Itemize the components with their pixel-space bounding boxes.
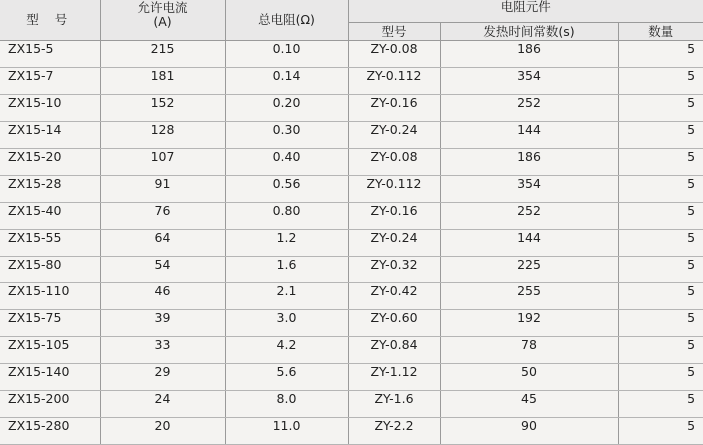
cell-allowed-current: 33 [100,337,225,364]
cell-allowed-current: 64 [100,229,225,256]
cell-total-resistance: 0.30 [225,121,348,148]
cell-total-resistance: 0.14 [225,67,348,94]
table-row [0,175,703,202]
cell-model: ZX15-20 [0,148,100,175]
table-row [0,41,703,68]
cell-model: ZX15-5 [0,41,100,68]
cell-total-resistance: 2.1 [225,283,348,310]
cell-total-resistance: 1.2 [225,229,348,256]
cell-heat-time-constant: 252 [440,202,618,229]
cell-element-model: ZY-0.08 [348,148,440,175]
cell-element-model: ZY-0.08 [348,41,440,68]
cell-quantity: 5 [618,175,703,202]
cell-allowed-current: 76 [100,202,225,229]
cell-allowed-current: 24 [100,391,225,418]
cell-model: ZX15-140 [0,364,100,391]
cell-total-resistance: 4.2 [225,337,348,364]
cell-heat-time-constant: 252 [440,94,618,121]
cell-allowed-current: 46 [100,283,225,310]
cell-heat-time-constant: 255 [440,283,618,310]
cell-element-model: ZY-0.112 [348,175,440,202]
table-row [0,67,703,94]
cell-quantity: 5 [618,310,703,337]
cell-quantity: 5 [618,41,703,68]
cell-quantity: 5 [618,283,703,310]
header-heat-time-constant: 发热时间常数(s) [440,23,618,41]
cell-heat-time-constant: 45 [440,391,618,418]
header-model: 型 号 [0,0,100,41]
header-total-resistance: 总电阻(Ω) [225,0,348,41]
cell-allowed-current: 215 [100,41,225,68]
cell-quantity: 5 [618,391,703,418]
cell-quantity: 5 [618,337,703,364]
header-allowed-current-unit: (A) [153,14,172,29]
header-element-model: 型号 [348,23,440,41]
cell-element-model: ZY-0.42 [348,283,440,310]
cell-heat-time-constant: 144 [440,229,618,256]
cell-heat-time-constant: 144 [440,121,618,148]
cell-total-resistance: 0.56 [225,175,348,202]
cell-model: ZX15-40 [0,202,100,229]
cell-allowed-current: 152 [100,94,225,121]
cell-quantity: 5 [618,67,703,94]
cell-model: ZX15-80 [0,256,100,283]
cell-quantity: 5 [618,364,703,391]
header-allowed-current-title: 允许电流 [137,0,188,15]
table-row [0,202,703,229]
cell-quantity: 5 [618,121,703,148]
cell-model: ZX15-14 [0,121,100,148]
cell-element-model: ZY-0.16 [348,94,440,121]
cell-total-resistance: 1.6 [225,256,348,283]
cell-allowed-current: 181 [100,67,225,94]
cell-allowed-current: 107 [100,148,225,175]
cell-element-model: ZY-0.112 [348,67,440,94]
table-row [0,229,703,256]
table-row [0,391,703,418]
cell-quantity: 5 [618,229,703,256]
cell-quantity: 5 [618,202,703,229]
cell-total-resistance: 8.0 [225,391,348,418]
cell-element-model: ZY-1.12 [348,364,440,391]
cell-model: ZX15-280 [0,418,100,445]
cell-allowed-current: 128 [100,121,225,148]
table-row [0,283,703,310]
cell-model: ZX15-55 [0,229,100,256]
cell-quantity: 5 [618,148,703,175]
cell-model: ZX15-28 [0,175,100,202]
cell-heat-time-constant: 90 [440,418,618,445]
cell-total-resistance: 0.80 [225,202,348,229]
cell-total-resistance: 3.0 [225,310,348,337]
header-allowed-current [100,0,225,41]
cell-element-model: ZY-0.16 [348,202,440,229]
cell-quantity: 5 [618,256,703,283]
cell-model: ZX15-200 [0,391,100,418]
cell-heat-time-constant: 354 [440,67,618,94]
cell-model: ZX15-10 [0,94,100,121]
cell-model: ZX15-105 [0,337,100,364]
table-row [0,364,703,391]
table-row [0,94,703,121]
header-resistor-element-group: 电阻元件 [348,0,703,23]
cell-model: ZX15-75 [0,310,100,337]
cell-heat-time-constant: 186 [440,148,618,175]
cell-heat-time-constant: 192 [440,310,618,337]
table-row [0,148,703,175]
cell-total-resistance: 0.20 [225,94,348,121]
cell-quantity: 5 [618,94,703,121]
table-row [0,418,703,445]
cell-total-resistance: 5.6 [225,364,348,391]
table-row [0,121,703,148]
table-row [0,256,703,283]
cell-element-model: ZY-0.24 [348,229,440,256]
cell-heat-time-constant: 186 [440,41,618,68]
cell-element-model: ZY-0.60 [348,310,440,337]
cell-heat-time-constant: 225 [440,256,618,283]
cell-allowed-current: 20 [100,418,225,445]
table-header [0,0,703,41]
cell-allowed-current: 39 [100,310,225,337]
cell-model: ZX15-7 [0,67,100,94]
cell-total-resistance: 0.40 [225,148,348,175]
cell-allowed-current: 54 [100,256,225,283]
cell-element-model: ZY-0.24 [348,121,440,148]
table-row [0,310,703,337]
cell-heat-time-constant: 354 [440,175,618,202]
cell-element-model: ZY-0.32 [348,256,440,283]
cell-element-model: ZY-2.2 [348,418,440,445]
cell-quantity: 5 [618,418,703,445]
cell-element-model: ZY-1.6 [348,391,440,418]
cell-total-resistance: 0.10 [225,41,348,68]
cell-heat-time-constant: 78 [440,337,618,364]
cell-heat-time-constant: 50 [440,364,618,391]
cell-allowed-current: 29 [100,364,225,391]
cell-model: ZX15-110 [0,283,100,310]
cell-element-model: ZY-0.84 [348,337,440,364]
cell-allowed-current: 91 [100,175,225,202]
cell-total-resistance: 11.0 [225,418,348,445]
header-quantity: 数量 [618,23,703,41]
table-body [0,41,703,445]
table-row [0,337,703,364]
